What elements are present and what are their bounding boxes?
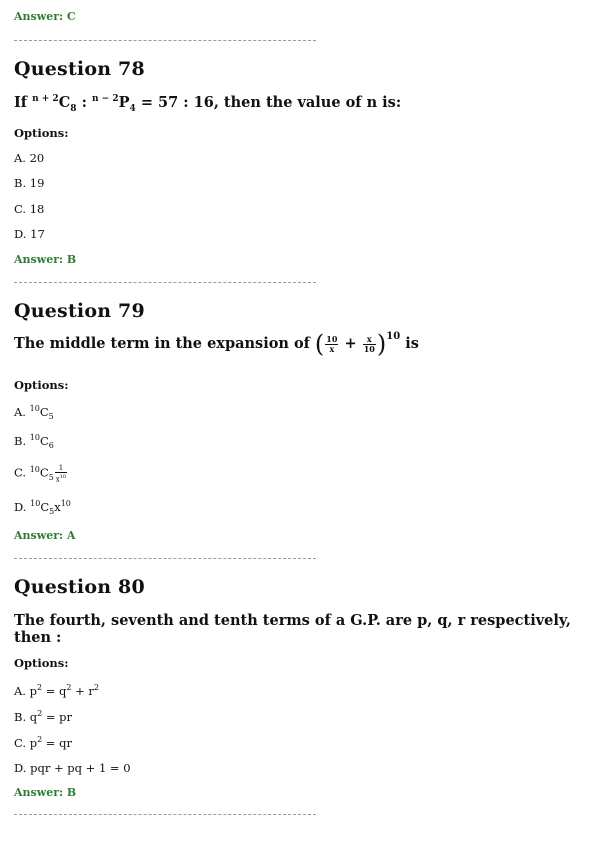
sup-10: 10 — [29, 433, 40, 442]
q79-options-label: Options: — [14, 378, 69, 392]
q80-text: The fourth, seventh and tenth terms of a G.P. are p, q, r respectively, then : — [14, 612, 571, 646]
frac-den-sup: 10 — [59, 474, 67, 480]
c: C — [39, 433, 49, 448]
sup-2: 2 — [37, 709, 43, 718]
q79-power: 10 — [386, 331, 401, 342]
sup-2: 2 — [66, 683, 72, 692]
q80-option-a[interactable] — [14, 683, 99, 698]
q78-text-if: If — [14, 94, 33, 111]
c-frac — [55, 464, 67, 483]
q78-options-label: Options: — [14, 126, 69, 140]
q79-text — [14, 330, 419, 358]
left-paren: ( — [314, 330, 325, 358]
sup-10: 10 — [29, 404, 40, 413]
q80-option-b[interactable] — [14, 709, 72, 724]
q79-option-d[interactable] — [14, 499, 71, 516]
q80-options-label: Options: — [14, 656, 69, 670]
option-prefix: C. — [14, 465, 30, 480]
option-prefix: D. — [14, 499, 31, 514]
divider — [14, 558, 316, 559]
option-b-part: = pr — [42, 709, 73, 724]
frac2-num: x — [363, 335, 376, 345]
option-a-part: A. p — [14, 683, 37, 698]
c: C — [39, 465, 49, 480]
x: x — [54, 499, 61, 514]
q79-text-main: The middle term in the expansion of — [14, 335, 315, 352]
divider — [14, 282, 316, 283]
q78-answer: Answer: B — [14, 253, 77, 266]
q78-c-sup: n + 2 — [32, 94, 59, 104]
q80-option-d[interactable]: D. pqr + pq + 1 = 0 — [14, 761, 131, 775]
c: C — [40, 499, 50, 514]
q78-text-rest: = 57 : 16, then the value of n is: — [135, 94, 402, 111]
option-a-part: = q — [42, 683, 67, 698]
q79-option-a[interactable] — [14, 404, 54, 421]
divider — [14, 814, 316, 815]
option-c-part: C. p — [14, 735, 38, 750]
q78-title: Question 78 — [14, 58, 145, 80]
right-paren: ) — [376, 330, 387, 358]
q78-option-a[interactable]: A. 20 — [14, 151, 45, 165]
q78-text — [14, 94, 401, 114]
q80-option-c[interactable] — [14, 735, 72, 750]
sup-2: 2 — [93, 683, 100, 692]
option-b-part: B. q — [14, 709, 38, 724]
q79-frac2 — [363, 335, 376, 354]
option-prefix: B. — [14, 433, 30, 448]
q79-answer: Answer: A — [14, 529, 76, 542]
q78-option-c[interactable]: C. 18 — [14, 202, 45, 216]
q79-text-end: is — [400, 335, 419, 352]
sup-2: 2 — [37, 735, 43, 744]
q78-colon: : — [76, 94, 92, 111]
c: C — [39, 404, 49, 419]
q80-answer: Answer: B — [14, 786, 77, 799]
sub-5: 5 — [48, 412, 54, 422]
q79-option-c[interactable] — [14, 464, 68, 483]
sup-2: 2 — [36, 683, 43, 692]
prev-answer: Answer: C — [14, 10, 76, 23]
frac-den — [55, 473, 67, 483]
q78-option-b[interactable]: B. 19 — [14, 176, 45, 190]
q79-title: Question 79 — [14, 300, 145, 322]
sup-10: 10 — [30, 499, 41, 508]
option-c-part: = qr — [42, 735, 72, 750]
frac1-num: 10 — [326, 333, 338, 344]
q78-p-sub: 4 — [129, 104, 136, 114]
q78-c-sub: 8 — [70, 104, 77, 114]
frac1-den: x — [329, 343, 335, 354]
option-prefix: A. — [14, 404, 30, 419]
frac-num: 1 — [55, 464, 67, 473]
sub-5: 5 — [48, 472, 54, 482]
divider — [14, 40, 316, 41]
q78-p: P — [118, 94, 130, 111]
sub-5: 5 — [49, 507, 55, 517]
frac2-den: 10 — [363, 343, 375, 354]
q79-frac1 — [325, 335, 338, 354]
q80-title: Question 80 — [14, 576, 145, 598]
q79-option-b[interactable] — [14, 433, 54, 450]
sup-10: 10 — [29, 464, 40, 474]
q78-option-d[interactable]: D. 17 — [14, 227, 45, 241]
q78-c: C — [58, 94, 71, 111]
sub-6: 6 — [48, 441, 54, 451]
q79-plus: + — [344, 335, 357, 352]
sup-10: 10 — [60, 499, 71, 508]
option-a-part: + r — [71, 683, 94, 698]
frac-den-x: x — [55, 475, 60, 484]
q78-p-sup: n − 2 — [91, 94, 119, 104]
